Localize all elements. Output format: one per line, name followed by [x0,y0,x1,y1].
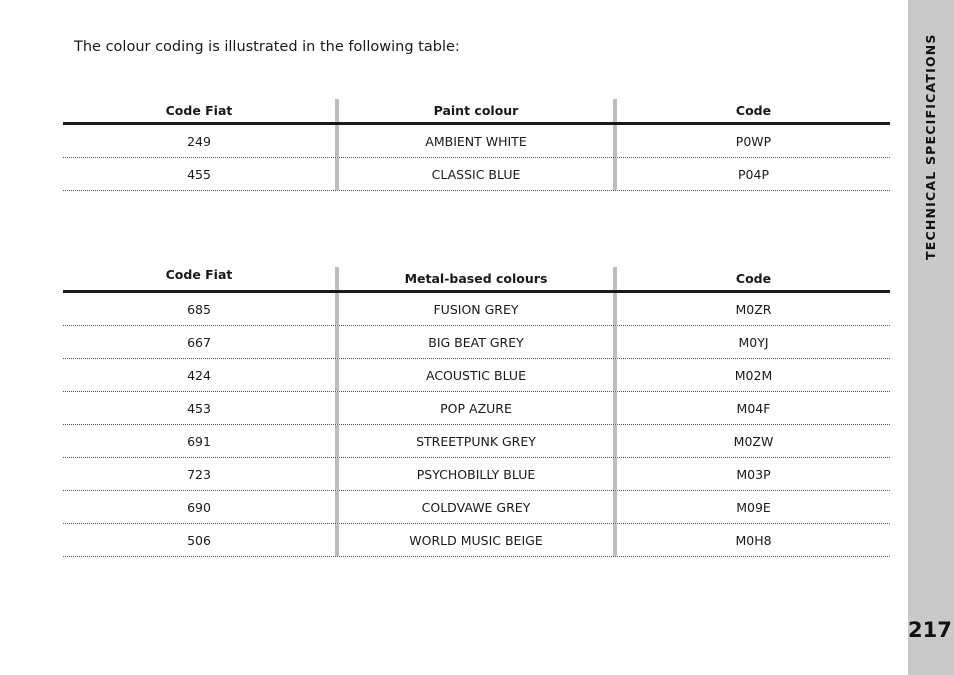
table-row [63,524,890,557]
header-code-fiat: Code Fiat [165,267,233,282]
colour-name-cell: WORLD MUSIC BEIGE [409,532,543,548]
page-number: 217 [908,618,952,642]
table-row [63,458,890,491]
table-row [63,359,890,392]
code-cell: M0YJ [738,334,769,350]
colour-name-cell: BIG BEAT GREY [428,334,524,350]
table-header [63,267,890,293]
colour-name-cell: POP AZURE [440,400,512,416]
code-cell: M02M [734,367,773,383]
section-title: TECHNICAL SPECIFICATIONS [923,33,938,260]
code-fiat-cell: 690 [187,499,211,515]
header-code-fiat: Code Fiat [165,103,233,118]
code-fiat-cell: 691 [187,433,211,449]
code-cell: M0ZW [733,433,774,449]
code-fiat-cell: 667 [187,334,211,350]
colour-name-cell: STREETPUNK GREY [416,433,536,449]
code-fiat-cell: 685 [187,301,211,317]
colour-name-cell: ACOUSTIC BLUE [426,367,526,383]
table-row [63,491,890,524]
paint-colour-table [63,99,890,191]
intro-text: The colour coding is illustrated in the following table: [74,39,460,55]
colour-name-cell: PSYCHOBILLY BLUE [416,466,536,482]
code-cell: M0H8 [735,532,772,548]
code-fiat-cell: 455 [187,166,211,182]
code-cell: M03P [736,466,771,482]
table-row [63,125,890,158]
table-row [63,425,890,458]
code-cell: M04F [736,400,771,416]
table-row [63,293,890,326]
header-paint-colour: Paint colour [433,103,519,118]
header-metal-colours: Metal-based colours [404,271,548,286]
header-code: Code [735,271,772,286]
code-cell: P04P [738,166,769,182]
metal-colour-table [63,267,890,557]
code-fiat-cell: 506 [187,532,211,548]
table-row [63,392,890,425]
code-cell: M0ZR [735,301,772,317]
table-header [63,99,890,125]
code-fiat-cell: 249 [187,133,211,149]
table-row [63,158,890,191]
colour-name-cell: CLASSIC BLUE [431,166,521,182]
colour-name-cell: COLDVAWE GREY [421,499,531,515]
colour-name-cell: FUSION GREY [433,301,519,317]
code-fiat-cell: 453 [187,400,211,416]
code-cell: P0WP [735,133,772,149]
code-fiat-cell: 723 [187,466,211,482]
code-cell: M09E [736,499,771,515]
section-sidebar [908,0,954,675]
colour-name-cell: AMBIENT WHITE [425,133,527,149]
table-row [63,326,890,359]
code-fiat-cell: 424 [187,367,211,383]
header-code: Code [735,103,772,118]
